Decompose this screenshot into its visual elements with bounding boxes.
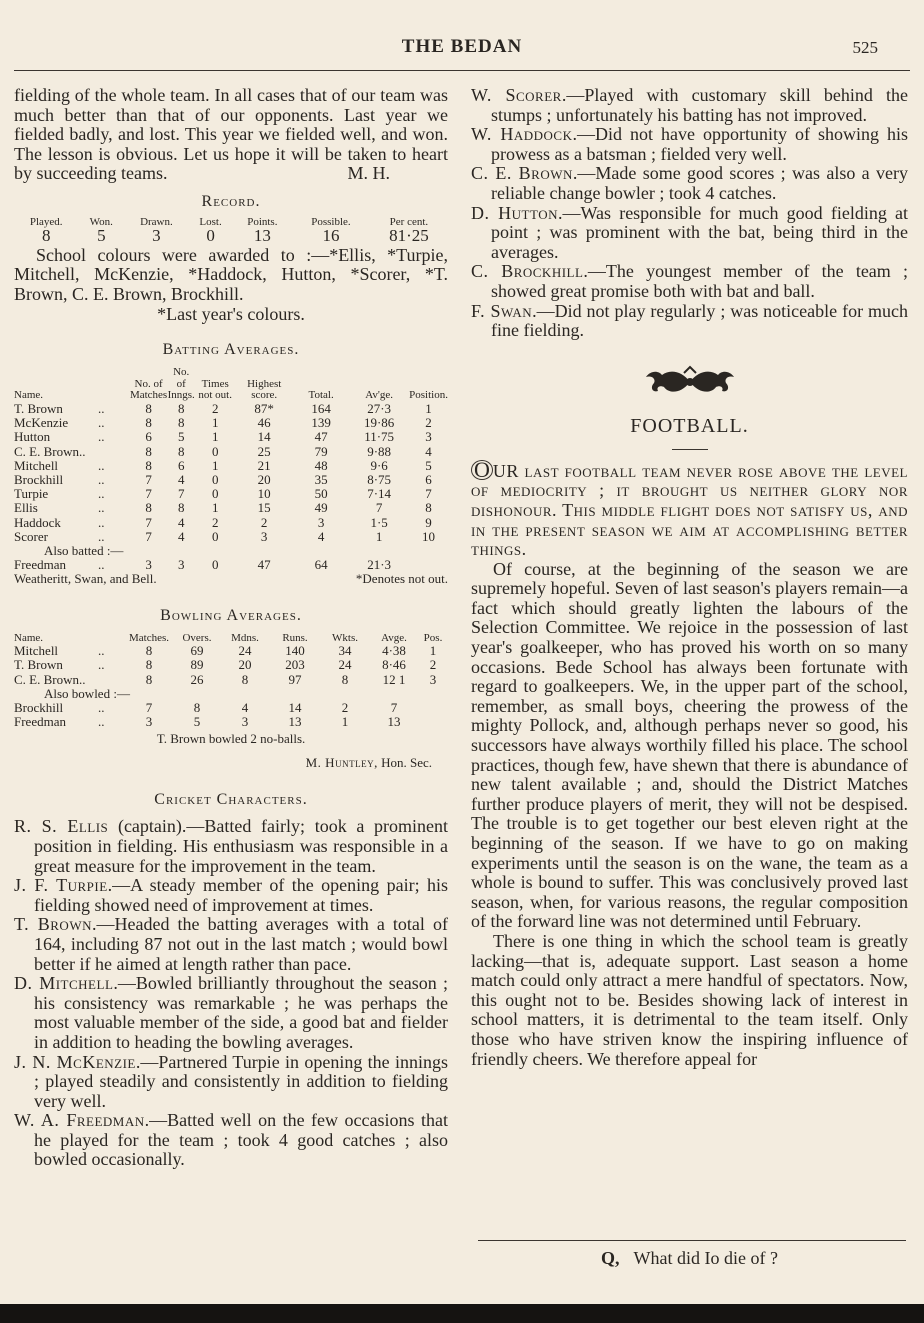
character-name: D. Mitchell [14,973,114,994]
bowling-cell-maidens: 8 [241,671,249,687]
also-bowled-label: Also bowled :— [44,685,130,701]
batting-cell-notout: 2 [211,400,219,416]
record-header-cell: Played. [29,215,63,228]
bowling-cell-name: Freedman [14,714,66,730]
cricket-signature: M. H. [347,163,390,184]
record-value-cell: 13 [253,225,271,245]
batting-cell-highest: 15 [257,500,271,516]
bowling-cell-overs: 26 [190,671,204,687]
batting-col-total: Total. [308,389,334,402]
character-name: J. F. Turpie [14,875,108,896]
batting-cell-name: Freedman [14,557,66,573]
character-name: W. A. Freedman [14,1110,145,1131]
batting-cell-highest: 47 [257,557,271,573]
batting-cell-position: 9 [425,514,432,530]
batting-footer-row [14,572,448,586]
bowling-heading: Bowling Averages. [160,606,302,624]
no-balls-note: T. Brown bowled 2 no-balls. [156,731,306,747]
batting-row [14,530,448,544]
batting-cell-dots: .. [97,471,105,487]
football-title: FOOTBALL. [630,414,749,437]
batting-cell-highest: 10 [257,486,271,502]
character-entry [471,86,908,125]
also-batted-label: Also batted :— [44,542,124,558]
ornament-icon [471,365,908,403]
batting-cell-notout: 1 [211,500,219,516]
batting-cell-dots: .. [97,429,105,445]
record-header-cell: Drawn. [140,215,173,228]
bowling-cell-average: 4·38 [382,643,406,659]
batting-cell-total: 4 [317,528,325,544]
batting-cell-innings: 8 [177,500,185,516]
batting-col-notout: Times not out. [198,377,232,402]
bowling-cell-matches: 8 [145,671,153,687]
character-text: .—A steady member of the opening pair; his fielding showed need of improvement at times. [34,875,448,915]
character-text: .—Played with customary skill behind the stumps ; unfortunately his batting has not improved. [491,85,908,125]
bowling-cell-dots [98,673,124,687]
batting-cell-innings: 4 [177,514,185,530]
character-text: .—Was responsible for much good fielding at point ; was prominent with the bat, being third in the averages. [491,202,908,262]
bowling-cell-maidens: 3 [241,714,249,730]
batting-cell-total: 164 [311,400,331,416]
character-name: R. S. Ellis [14,816,109,837]
character-name: F. Swan [471,300,533,321]
batting-cell-name: Scorer [14,528,48,544]
bowling-cell-dots: .. [98,714,105,730]
bowling-col-matches: Matches. [128,631,169,644]
character-entry [14,1111,448,1170]
batting-footer-left: Weatheritt, Swan, and Bell. [14,571,157,587]
batting-cell-highest: 87* [254,400,274,416]
batting-cell-average: 9·6 [370,457,388,473]
bowling-col-name: Name. [14,631,44,644]
batting-cell-notout: 0 [211,528,219,544]
secretary-title: Hon. Sec. [381,755,432,771]
bowling-cell-runs: 203 [285,657,305,673]
batting-cell-total: 48 [314,457,328,473]
batting-cell-total: 49 [314,500,328,516]
character-entry [471,262,908,301]
left-column [14,86,448,1170]
question-label: Q, [601,1248,620,1268]
bowling-cell-runs: 13 [288,714,302,730]
batting-row [14,501,448,515]
character-name: C. Brockhill [471,261,584,282]
right-column [471,86,908,1069]
batting-cell-matches: 7 [145,486,152,502]
bowling-signature [14,755,432,771]
character-text: .—The youngest member of the team ; showed great promise both with bat and ball. [491,261,908,301]
batting-cell-innings: 4 [177,471,185,487]
batting-cell-position: 4 [425,443,432,459]
bowling-col-runs: Runs. [282,631,308,644]
batting-cell-average: 9·88 [367,443,392,459]
bowling-cell-matches: 8 [145,643,153,659]
bowling-cell-name: T. Brown [14,657,63,673]
character-text: .—Did not have opportunity of showing his prowess as a batsman ; fielded very well. [491,124,909,164]
colours-paragraph: School colours were awarded to :—*Ellis, *Turpie, Mitchell, McKenzie, *Haddock, Hutton, *Scorer, *T. Brown, C. E. Brown, Brockhill. [14,244,448,304]
batting-cell-matches: 7 [145,528,152,544]
batting-cell-highest: 20 [257,471,271,487]
batting-cell-average: 7 [375,500,383,516]
batting-row [14,473,448,487]
batting-col-highest: Highest score. [247,377,282,402]
batting-cell-notout: 1 [211,429,219,445]
bowling-cell-position: 3 [429,671,437,687]
bowling-cell-position [418,701,448,715]
batting-cell-matches: 8 [145,400,152,416]
record-value-cell: 0 [206,225,215,245]
bowling-cell-runs: 97 [288,671,302,687]
bowling-cell-average: 7 [390,699,398,715]
batting-cell-total: 79 [314,443,328,459]
batting-cell-notout: 0 [211,471,219,487]
batting-cell-dots: .. [97,528,105,544]
batting-cell-highest: 21 [257,457,271,473]
batting-cell-position: 2 [425,415,432,431]
batting-cell-position [409,558,448,572]
bowling-cell-average: 13 [387,714,401,730]
bowling-row [14,644,448,658]
character-entry [14,974,448,1052]
bowling-cell-name: C. E. Brown.. [14,671,86,687]
bowling-row [14,715,448,729]
batting-cell-notout: 0 [211,486,219,502]
character-entry [14,915,448,974]
question-line [471,1248,908,1269]
bowling-cell-maidens: 20 [238,657,252,673]
character-name: T. Brown [14,914,92,935]
bowling-cell-maidens: 24 [238,643,252,659]
bowling-row [14,673,448,687]
batting-cell-average: 21·3 [367,557,392,573]
batting-cell-innings: 3 [177,557,185,573]
record-value-cell: 81·25 [389,225,429,245]
batting-cell-notout: 1 [211,457,219,473]
batting-col-matches: No. of Matches [129,377,168,402]
batting-cell-average: 19·86 [363,415,395,431]
bowling-cell-overs: 5 [193,714,201,730]
bowling-col-position: Pos. [423,631,443,644]
right-characters-list [471,86,908,341]
character-text: .—Partnered Turpie in opening the innings ; played steadily and consistently in addition to fielding very well. [34,1051,448,1111]
batting-cell-matches: 3 [145,557,152,573]
batting-cell-total: 47 [314,429,328,445]
batting-cell-total: 3 [317,514,325,530]
batting-row [14,487,448,501]
batting-cell-name: Hutton [14,429,51,445]
batting-cell-innings: 8 [177,400,185,416]
batting-cell-highest: 25 [257,443,271,459]
batting-cell-matches: 8 [145,443,152,459]
bowling-cell-runs: 14 [288,699,302,715]
batting-cell-average: 11·75 [364,429,395,445]
bowling-cell-matches: 7 [145,699,153,715]
batting-cell-dots [98,445,130,459]
batting-cell-innings: 8 [177,443,185,459]
football-paragraph-3: There is one thing in which the school team is greatly lacking—that is, adequate support. Last season a home match could only attract a mere handful of spectators. Now, this ought not to be. Besides showing lack of interest in school matters, it is detrimental to the team itself. Only those who have striven know the inspiring influence of friendly cheers. We therefore appeal for [471,930,908,1069]
bowling-col-wickets: Wkts. [332,631,358,644]
batting-heading: Batting Averages. [162,341,300,359]
batting-row [14,445,448,459]
batting-cell-position: 3 [425,429,432,445]
batting-cell-average: 8·75 [367,471,392,487]
batting-row [14,430,448,444]
bowling-cell-wickets: 2 [341,699,349,715]
bowling-col-overs: Overs. [182,631,212,644]
record-value-cell: 5 [97,225,106,245]
batting-cell-highest: 3 [260,528,268,544]
batting-cell-name: T. Brown [14,400,63,416]
character-entry [14,876,448,915]
bowling-cell-wickets: 34 [338,643,352,659]
batting-cell-notout: 1 [211,415,219,431]
bowling-col-maidens: Mdns. [231,631,259,644]
bowling-cell-average: 12 1 [382,671,406,687]
batting-col-position: Position. [409,389,448,402]
bowling-cell-overs: 69 [190,643,204,659]
batting-cell-highest: 2 [260,514,268,530]
character-text: .—Did not play regularly ; was noticeable for much fine fielding. [491,300,908,341]
batting-cell-innings: 8 [177,415,185,431]
football-paragraph-1: O UR last football team never rose above the level of mediocrity ; it brought us neither glory nor dishonour. This middle flight does not satisfy us, and in the present season we aim at accomplishing better things. [471,456,908,560]
bowling-cell-runs: 140 [285,643,305,659]
page-number: 525 [852,38,878,57]
bowling-row [14,701,448,715]
record-header-cell: Won. [89,215,113,228]
character-name: W. Scorer [471,85,562,105]
question-text: What did Io die of ? [633,1248,778,1268]
character-text: .—Made some good scores ; was also a very reliable change bowler ; took 4 catches. [491,163,908,203]
bowling-table [14,633,448,730]
football-rule [672,449,708,450]
batting-cell-name: Turpie [14,486,49,502]
bowling-cell-name: Brockhill [14,699,64,715]
batting-row [14,416,448,430]
batting-cell-dots: .. [97,457,105,473]
batting-cell-matches: 8 [145,415,152,431]
also-bowled-row [14,687,448,701]
batting-cell-matches: 8 [145,457,152,473]
batting-col-innings: No. of Inngs. [167,366,195,402]
record-heading: Record. [201,192,261,210]
character-entry [471,125,908,164]
scan-edge-bar [0,1304,924,1323]
bowling-cell-position: 1 [429,643,437,659]
football-paragraph-2: Of course, at the beginning of the season we are supremely hopeful. Seven of last season's players remain—a fact which should greatly lighten the labours of the Selection Committee. We rejoice in the possession of last year's goalkeeper, who has proved his worth on so many occasions. Bede School has always been fortunate with regard to goalkeepers. We, in the upper part of the school, remember, as small boys, cheering the prowess of the mighty Pollock, and, although perhaps never so good, his successors have always worthily filled his place. The school practices, though few, have shewn that there is abundance of new talent available ; and, should the District Matches further produce players of merit, they will not be despised. The trouble is to get together our best eleven right at the beginning of the season. If we have to go on making experiments until the season is on the wane, the team as a whole is bound to suffer. This was conclusively proved last season, when, for various reasons, the regular composition of the forward line was not determined until February. [471,558,908,932]
batting-cell-notout: 2 [211,514,219,530]
bowling-cell-matches: 3 [145,714,153,730]
character-entry [471,204,908,263]
batting-cell-average: 1 [375,528,383,544]
character-text: .—Headed the batting averages with a total of 164, including 87 not out in the last match ; would bowl better if he aimed at length rather than pace. [34,914,448,974]
record-header-cell: Per cent. [389,215,429,228]
batting-cell-name: Mitchell [14,457,59,473]
batting-cell-matches: 8 [145,500,152,516]
character-name: C. E. Brown [471,163,573,184]
bowling-cell-dots: .. [98,699,105,715]
batting-cell-position: 5 [425,457,432,473]
character-text: .—Batted well on the few occasions that he played for the team ; took 4 good catches ; also bowled occasionally. [34,1110,448,1170]
bowling-cell-position [418,715,448,729]
bowling-cell-maidens: 4 [241,699,249,715]
batting-cell-matches: 7 [145,471,152,487]
batting-footer-right: *Denotes not out. [355,571,448,587]
batting-cell-total: 50 [314,486,328,502]
batting-cell-position: 7 [425,486,432,502]
bowling-cell-wickets: 8 [341,671,349,687]
batting-cell-total: 35 [314,471,328,487]
batting-cell-dots: .. [97,415,105,431]
character-name: J. N. McKenzie [14,1051,136,1072]
batting-cell-name: C. E. Brown.. [14,443,86,459]
bowling-cell-wickets: 24 [338,657,352,673]
batting-cell-position: 1 [425,400,432,416]
batting-cell-innings: 4 [177,528,185,544]
batting-cell-position: 6 [425,471,432,487]
bowling-cell-overs: 89 [190,657,204,673]
running-header-title: THE BEDAN [401,36,523,57]
character-text: (captain).—Batted fairly; took a prominent position in fielding. His enthusiasm was responsible in a great measure for the improvement in the team. [34,816,448,876]
batting-cell-notout: 0 [211,443,219,459]
bowling-col-average: Avge. [381,631,407,644]
bowling-cell-position: 2 [429,657,437,673]
bowling-cell-dots: .. [98,657,105,673]
record-header-cell: Possible. [311,215,351,228]
bowling-row [14,658,448,672]
batting-cell-highest: 46 [257,415,271,431]
character-text: .—Bowled brilliantly throughout the season ; his consistency was remarkable ; he was perhaps the most valuable member of the side, a good bat and fielder in addition to heading the bowling averages. [34,973,448,1052]
cricket-closing-paragraph: fielding of the whole team. In all cases that of our team was much better than that of our opponents. Last year we fielded badly, and lost. This year we fielded well, and won. The lesson is obvious. Let us hope it will be taken to heart by succeeding teams. [14,85,448,184]
batting-cell-average: 27·3 [367,400,392,416]
record-value-cell: 16 [322,225,340,245]
batting-cell-innings: 7 [177,486,185,502]
batting-col-name: Name. [14,389,44,402]
batting-col-average: Av'ge. [365,389,393,402]
batting-cell-average: 1·5 [370,514,388,530]
record-table [14,217,448,243]
batting-row [14,459,448,473]
secretary-name: M. Huntley, [305,755,378,771]
character-name: D. Hutton [471,202,558,223]
batting-row [14,402,448,416]
character-entry [471,302,908,341]
batting-cell-dots: .. [97,500,105,516]
batting-cell-innings: 6 [177,457,185,473]
batting-table [14,367,448,586]
dropcap-letter: O [471,460,493,480]
batting-cell-name: Brockhill [14,471,64,487]
batting-cell-name: Ellis [14,500,38,516]
batting-row [14,558,448,572]
batting-cell-position: 8 [425,500,432,516]
batting-cell-highest: 14 [257,429,271,445]
character-entry [14,817,448,876]
batting-cell-dots: .. [97,514,105,530]
batting-cell-innings: 5 [177,429,185,445]
bowling-cell-matches: 8 [145,657,153,673]
footer-rule [478,1240,906,1241]
batting-cell-name: McKenzie [14,415,69,431]
batting-cell-dots: .. [97,557,105,573]
record-header-cell: Points. [247,215,278,228]
bowling-cell-overs: 8 [193,699,201,715]
bowling-cell-wickets: 1 [341,714,349,730]
left-characters-list [14,817,448,1170]
batting-cell-dots: .. [97,486,105,502]
colours-note: *Last year's colours. [157,303,305,324]
record-value-cell: 3 [152,225,161,245]
batting-cell-matches: 6 [145,429,152,445]
batting-cell-dots: .. [97,400,105,416]
character-entry [471,164,908,203]
batting-cell-average: 7·14 [367,486,392,502]
batting-cell-position: 10 [422,528,436,544]
character-name: W. Haddock [471,124,573,145]
also-batted-row [14,544,448,558]
characters-heading: Cricket Characters. [154,791,308,809]
batting-cell-total: 139 [311,415,331,431]
batting-row [14,516,448,530]
header-rule [14,70,910,71]
character-entry [14,1053,448,1112]
record-header-cell: Lost. [199,215,222,228]
batting-cell-notout: 0 [211,557,219,573]
batting-cell-matches: 7 [145,514,152,530]
bowling-cell-average: 8·46 [382,657,406,673]
batting-cell-name: Haddock [14,514,61,530]
record-value-cell: 8 [41,225,51,245]
bowling-cell-dots: .. [98,643,105,659]
batting-cell-total: 64 [314,557,328,573]
bowling-cell-name: Mitchell [14,643,59,659]
